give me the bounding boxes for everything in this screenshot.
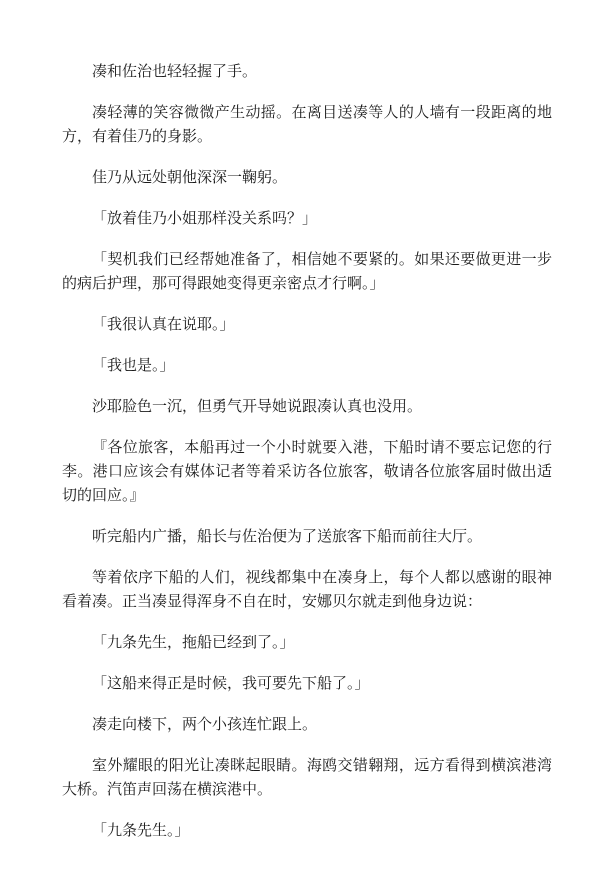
- paragraph: 「九条先生。」: [92, 821, 190, 839]
- paragraph: 『各位旅客，本船再过一个小时就要入港，下船时请不要忘记您的行李。港口应该会有媒体记者等着采访各位旅客，敬请各位旅客届时做出适切的回应。』: [62, 438, 552, 504]
- paragraph: 佳乃从远处朝他深深一鞠躬。: [92, 168, 288, 186]
- paragraph: 等着依序下船的人们，视线都集中在凑身上，每个人都以感谢的眼神看着凑。正当凑显得浑身不自在时，安娜贝尔就走到他身边说：: [62, 568, 552, 610]
- paragraph: 凑轻薄的笑容微微产生动摇。在离目送凑等人的人墙有一段距离的地方，有着佳乃的身影。: [62, 103, 552, 145]
- paragraph: 室外耀眼的阳光让凑眯起眼睛。海鸥交错翱翔，远方看得到横滨港湾大桥。汽笛声回荡在横滨港中。: [62, 756, 552, 798]
- paragraph: 凑和佐治也轻轻握了手。: [92, 62, 258, 80]
- paragraph: 沙耶脸色一沉，但勇气开导她说跟凑认真也没用。: [92, 397, 423, 415]
- paragraph: 「我也是。」: [92, 356, 175, 374]
- paragraph: 「我很认真在说耶。」: [92, 315, 235, 333]
- paragraph: 「这船来得正是时候，我可要先下船了。」: [92, 674, 370, 692]
- paragraph: 「九条先生，拖船已经到了。」: [92, 633, 295, 651]
- paragraph: 听完船内广播，船长与佐治便为了送旅客下船而前往大厅。: [92, 527, 483, 545]
- body-text: [62, 59, 552, 859]
- paragraph: 「放着佳乃小姐那样没关系吗？」: [92, 209, 318, 227]
- paragraph: 「契机我们已经帮她准备了，相信她不要紧的。如果还要做更进一步的病后护理，那可得跟她变得更亲密点才行啊。」: [62, 250, 552, 292]
- paragraph: 凑走向楼下，两个小孩连忙跟上。: [92, 715, 318, 733]
